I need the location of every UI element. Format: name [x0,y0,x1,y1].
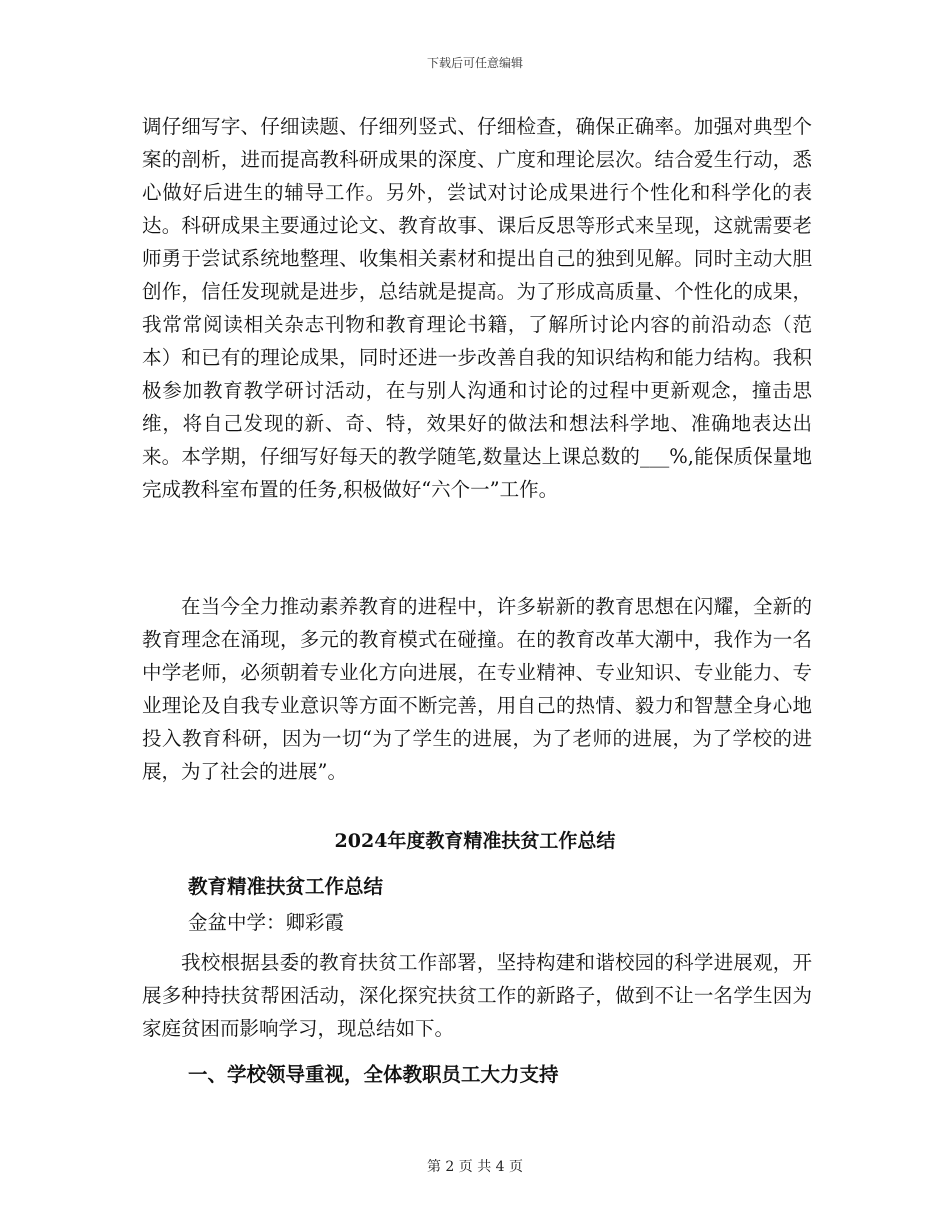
page-number-footer: 第 2 页 共 4 页 [426,1159,524,1175]
section-title: 2024年度教育精准扶贫工作总结 [334,830,616,852]
section-subtitle: 教育精准扶贫工作总结 [188,875,384,898]
paragraph-2-text: 在当今全力推动素养教育的进程中，许多崭新的教育思想在闪耀，全新的教育理念在涌现，多元的教育模式在碰撞。在的教育改革大潮中，我作为一名中学老师，必须朝着专业化方向进展，在专业精神、专业知识、专业能力、专业理论及自我专业意识等方面不断完善，用自己的热情、毅力和智慧全身心地投入教育科研，因为一切“为了学生的进展，为了老师的进展，为了学校的进展，为了社会的进展”。 [142,595,812,783]
body-paragraph-1 [142,110,812,506]
section-intro: 我校根据县委的教育扶贫工作部署，坚持构建和谐校园的科学进展观，开展多种持扶贫帮困活动，深化探究扶贫工作的新路子，做到不让一名学生因为家庭贫困而影响学习，现总结如下。 [142,951,812,1040]
page-header-note: 下载后可任意编辑 [426,56,523,70]
body-paragraph-2 [142,590,812,788]
paragraph-1-text: 调仔细写字、仔细读题、仔细列竖式、仔细检查，确保正确率。加强对典型个案的剖析，进而提高教科研成果的深度、广度和理论层次。结合爱生行动，悉心做好后进生的辅导工作。另外，尝试对讨论成果进行个性化和科学化的表达。科研成果主要通过论文、教育故事、课后反思等形式来呈现，这就需要老师勇于尝试系统地整理、收集相关素材和提出自己的独到见解。同时主动大胆创作，信任发现就是进步，总结就是提高。为了形成高质量、个性化的成果，我常常阅读相关杂志刊物和教育理论书籍，了解所讨论内容的前沿动态（范本）和已有的理论成果，同时还进一步改善自我的知识结构和能力结构。我积极参加教育教学研讨活动，在与别人沟通和讨论的过程中更新观念，撞击思维，将自己发现的新、奇、特，效果好的做法和想法科学地、准确地表达出来。本学期，仔细写好每天的教学随笔,数量达上课总数的___%,能保质保量地完成教科室布置的任务,积极做好“六个一”工作。 [142,115,812,501]
section-author: 金盆中学：卿彩霞 [188,911,345,934]
section-heading-1: 一、学校领导重视，全体教职员工大力支持 [188,1063,559,1086]
